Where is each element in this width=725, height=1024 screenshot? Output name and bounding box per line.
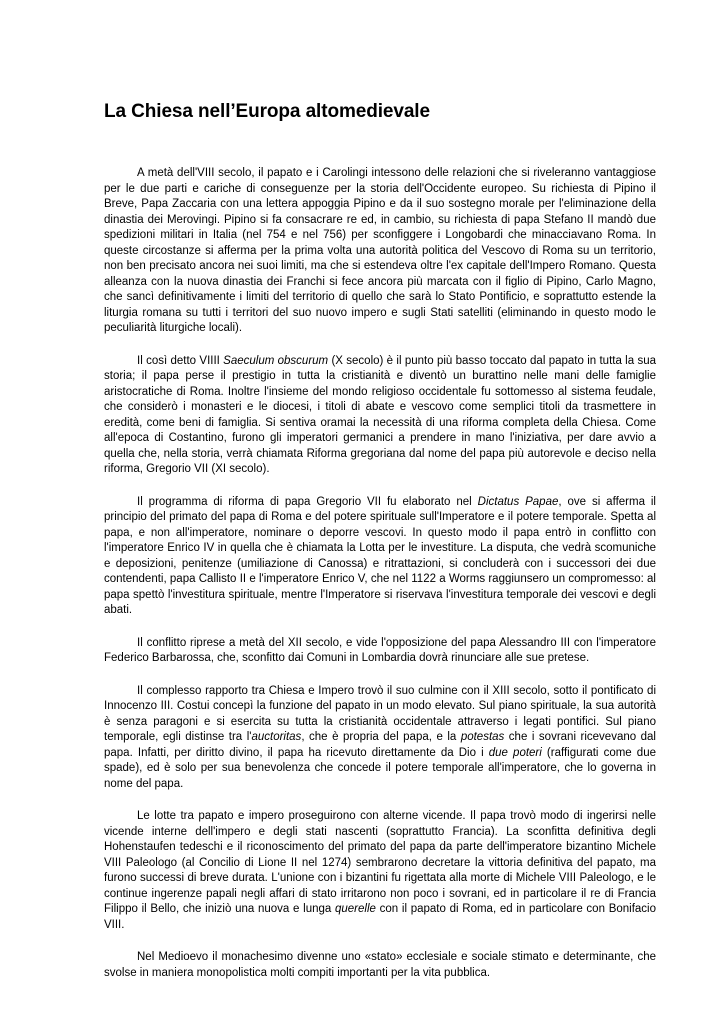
paragraph-text: , ove si afferma il principio del primato del papa di Roma e del potere spirituale sull'Imperatore e il potere temporale. Spetta al papa, e non all'imperatore, nominare o deporre vescovi. In questo modo il papa entrò in conflitto con l'imperatore Enrico IV in quella che è chiamata la Lotta per le investiture. La disputa, che vedrà scomuniche e deposizioni, penitenze (umiliazione di Canossa) e ritrattazioni, si concluderà con i successori dei due contendenti, papa Callisto II e l'imperatore Enrico V, che nel 1122 a Worms raggiunsero un compromesso: al papa spettò l'investitura spirituale, mentre l'Imperatore si riservava l'investitura temporale dei vescovi e degli abati. (104, 495, 656, 616)
page-title: La Chiesa nell’Europa altomedievale (104, 101, 430, 122)
paragraph-text: Il conflitto riprese a metà del XII secolo, e vide l'opposizione del papa Alessandro III con l'imperatore Federico Barbarossa, che, sconfitto dai Comuni in Lombardia dovrà rinunciare alle sue pretese. (104, 636, 656, 664)
paragraph-text: Il programma di riforma di papa Gregorio VII fu elaborato nel (137, 495, 478, 508)
paragraph-3 (104, 495, 656, 619)
italic-term: Saeculum obscurum (223, 354, 329, 367)
paragraph-text: Nel Medioevo il monachesimo divenne uno «stato» ecclesiale e sociale stimato e determinante, che svolse in maniera monopolistica molti compiti importanti per la vita pubblica. (104, 951, 656, 979)
paragraph-text: , che è propria del papa, e la (301, 731, 461, 743)
paragraph-text: (X secolo) è il punto più basso toccato dal papato in tutta la sua storia; il papa perse il prestigio in tutta la cristianità e diventò un burattino nelle mani delle famiglie aristocratiche di Roma. Inoltre l'insieme del mondo religioso occidentale fu sottomesso al sistema feudale, che considerò i monasteri e le diocesi, i titoli di abate e vescovo come semplici titoli da trasmettere in eredità, come beni di famiglia. Si sentiva oramai la necessità di una riforma completa della Chiesa. Come all'epoca di Costantino, furono gli imperatori germanici a prendere in mano l'iniziativa, per dare avvio a quella che, nella storia, verrà chiamata Riforma gregoriana dal nome del papa più autorevole e deciso nella riforma, Gregorio VII (XI secolo). (104, 354, 656, 475)
paragraph-4 (104, 636, 656, 667)
italic-term: potestas (460, 731, 505, 743)
paragraph-6 (104, 809, 656, 933)
italic-term: due poteri (488, 746, 542, 759)
paragraph-1 (104, 166, 656, 337)
paragraph-text: Il così detto VIIII (137, 354, 224, 367)
italic-term: querelle (335, 903, 376, 915)
paragraph-2 (104, 354, 656, 478)
paragraph-text: Le lotte tra papato e impero proseguirono con alterne vicende. Il papa trovò modo di ingerirsi nelle vicende interne dell'impero e degli stati nascenti (soprattutto Francia). La sconfitta definitiva degli Hohenstaufen tedeschi e il riconoscimento del primato del papa da parte dell'imperatore bizantino Michele VIII Paleologo (al Concilio di Lione II nel 1274) sembrarono decretare la vittoria definitiva del papato, ma furono successi di breve durata. L'unione con i bizantini fu rigettata alla morte di Michele VIII Paleologo, e le continue ingerenze papali negli affari di stato irritarono non poco i sovrani, ed in particolare il re di Francia Filippo il Bello, che iniziò una nuova e lunga (104, 810, 656, 915)
italic-term: auctoritas (251, 731, 302, 743)
paragraph-text: A metà dell'VIII secolo, il papato e i Carolingi intessono delle relazioni che si riveleranno vantaggiose per le due parti e cariche di conseguenze per la storia dell'Occidente europeo. Su richiesta di Pipino il Breve, Papa Zaccaria con una lettera appoggia Pipino e da il suo sostegno morale per l'eliminazione della dinastia dei Merovingi. Pipino si fa consacrare re ed, in cambio, su richiesta di papa Stefano II mandò due spedizioni militari in Italia (nel 754 e nel 756) per sconfiggere i Longobardi che minacciavano Roma. In queste circostanze si afferma per la prima volta una autorità politica del Vescovo di Roma su un territorio, non ben precisato ancora nei suoi limiti, ma che si estendeva oltre l'ex capitale dell'Impero Romano. Questa alleanza con la nuova dinastia dei Franchi si fece ancora più marcata con il figlio di Pipino, Carlo Magno, che sancì definitivamente i limiti del territorio di quello che sarà lo Stato Pontificio, e soprattutto estende la liturgia romana su tutti i territori del suo nuovo impero e sugli Stati satelliti (eliminando in questo modo le peculiarità liturgiche locali). (104, 167, 656, 334)
paragraph-text: con il papato di Roma, ed in particolare con Bonifacio VIII. (104, 903, 657, 931)
document-page (104, 98, 656, 998)
paragraph-text: (raffigurati come due spade), ed è solo per sua benevolenza che concede il potere temporale all'imperatore, che lo governa in nome del papa. (104, 746, 656, 790)
paragraph-text: Il complesso rapporto tra Chiesa e Impero trovò il suo culmine con il XIII secolo, sotto il pontificato di Innocenzo III. Costui concepì la funzione del papato in un modo elevato. Sul piano spirituale, la sua autorità è senza paragoni e si esercita su tutta la cristianità occidentale attraverso i legati pontifici. Sul piano temporale, egli distinse tra l' (104, 684, 656, 743)
italic-term: Dictatus Papae (477, 495, 559, 508)
paragraph-5 (104, 684, 656, 793)
paragraph-7 (104, 950, 656, 981)
paragraph-text: che i sovrani ricevevano dal papa. Infatti, per diritto divino, il papa ha ricevuto direttamente da Dio i (104, 731, 656, 759)
